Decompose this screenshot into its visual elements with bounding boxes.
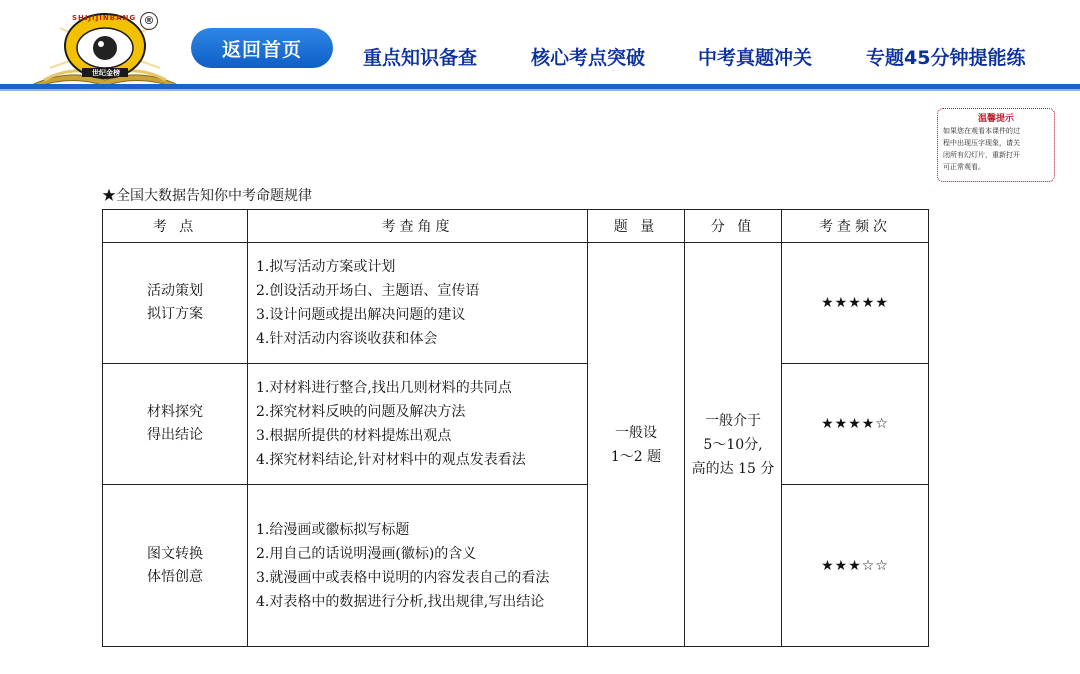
header-divider-light bbox=[0, 89, 1080, 91]
angle-item: 4.探究材料结论,针对材料中的观点发表看法 bbox=[256, 452, 526, 468]
frequency-stars: ★★★★★ bbox=[782, 243, 929, 364]
nav-item-key-knowledge[interactable]: 重点知识备查 bbox=[363, 47, 478, 69]
angle-item: 4.对表格中的数据进行分析,找出规律,写出结论 bbox=[256, 593, 545, 610]
angle-item: 3.根据所提供的材料提炼出观点 bbox=[256, 428, 452, 444]
point-cell bbox=[103, 364, 248, 485]
angle-item: 1.拟写活动方案或计划 bbox=[256, 259, 396, 275]
table-row bbox=[103, 243, 929, 364]
table-header-row bbox=[103, 210, 929, 243]
nav-item-core-points[interactable]: 核心考点突破 bbox=[531, 47, 646, 69]
tip-title: 温馨提示 bbox=[977, 114, 1014, 124]
table-caption: ★全国大数据告知你中考命题规律 bbox=[102, 188, 312, 204]
tip-body bbox=[943, 125, 1049, 173]
angle-item: 2.用自己的话说明漫画(徽标)的含义 bbox=[256, 545, 477, 562]
point-cell bbox=[103, 243, 248, 364]
tip-box bbox=[937, 108, 1055, 182]
frequency-stars: ★★★☆☆ bbox=[782, 485, 929, 647]
score-text: 5～10分, bbox=[703, 436, 763, 453]
score-text: 一般介于 bbox=[705, 412, 761, 429]
logo-text: SHIJIJINBANG bbox=[72, 14, 137, 22]
point-text: 图文转换 bbox=[147, 545, 203, 562]
point-cell bbox=[103, 485, 248, 647]
angle-item: 1.给漫画或徽标拟写标题 bbox=[256, 521, 410, 538]
table-row bbox=[103, 364, 929, 485]
point-text: 材料探究 bbox=[147, 404, 203, 420]
header-frequency: 考查频次 bbox=[782, 210, 929, 243]
header-quantity: 题 量 bbox=[588, 210, 685, 243]
exam-pattern-table bbox=[102, 209, 929, 647]
table-row bbox=[103, 485, 929, 647]
score-cell bbox=[685, 243, 782, 647]
angle-item: 1.对材料进行整合,找出几则材料的共同点 bbox=[256, 380, 512, 396]
angle-cell bbox=[248, 485, 588, 647]
angle-item: 2.探究材料反映的问题及解决方法 bbox=[256, 404, 466, 420]
header-score: 分 值 bbox=[685, 210, 782, 243]
header-point: 考 点 bbox=[103, 210, 248, 243]
quantity-cell bbox=[588, 243, 685, 647]
header-angle: 考查角度 bbox=[248, 210, 588, 243]
tip-line: 闭所有幻灯片，重新打开 bbox=[943, 151, 1020, 159]
tip-line: 如果您在观看本课件的过 bbox=[943, 127, 1020, 135]
point-text: 活动策划 bbox=[147, 283, 203, 299]
angle-item: 3.设计问题或提出解决问题的建议 bbox=[256, 307, 466, 323]
angle-cell bbox=[248, 243, 588, 364]
quantity-text: 1～2 题 bbox=[610, 448, 662, 465]
angle-item: 4.针对活动内容谈收获和体会 bbox=[256, 331, 438, 347]
score-text: 高的达 15 分 bbox=[691, 460, 775, 477]
quantity-text: 一般设 bbox=[615, 424, 657, 441]
frequency-stars: ★★★★☆ bbox=[782, 364, 929, 485]
tip-line: 程中出现压字现象，请关 bbox=[943, 139, 1020, 147]
nav-item-exam-questions[interactable]: 中考真题冲关 bbox=[698, 47, 813, 69]
registered-mark-icon: ® bbox=[140, 12, 158, 30]
angle-item: 2.创设活动开场白、主题语、宣传语 bbox=[256, 283, 480, 299]
tip-line: 可正常观看。 bbox=[943, 163, 985, 171]
home-button[interactable]: 返回首页 bbox=[191, 28, 333, 68]
point-text: 体悟创意 bbox=[147, 568, 203, 585]
nav-item-practice[interactable]: 专题45分钟提能练 bbox=[866, 47, 1026, 69]
point-text: 拟订方案 bbox=[147, 306, 203, 322]
angle-item: 3.就漫画中或表格中说明的内容发表自己的看法 bbox=[256, 569, 550, 586]
angle-cell bbox=[248, 364, 588, 485]
logo-subtext: 世纪金榜 bbox=[92, 69, 120, 77]
point-text: 得出结论 bbox=[147, 427, 203, 443]
